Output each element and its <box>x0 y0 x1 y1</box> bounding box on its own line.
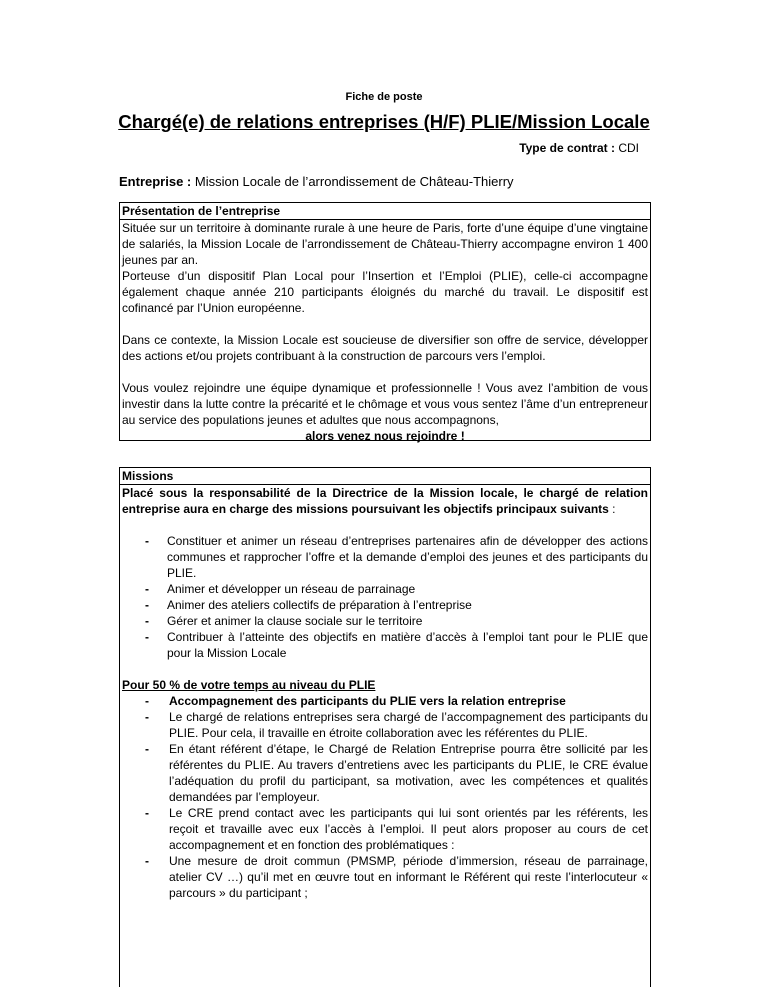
presentation-paragraph-4: Vous voulez rejoindre une équipe dynamique et professionnelle ! Vous avez l’ambition de vous investir dans la lutte contre la précarité et le chômage et vous vous sentez l’âme d’un entrepreneur au service des populations jeunes et adultes que nous accompagnons, <box>122 381 648 427</box>
dash-bullet: - <box>145 854 149 868</box>
presentation-cta: alors venez nous rejoindre ! <box>305 429 465 443</box>
list-item-text: Contribuer à l’atteinte des objectifs en matière d’accès à l’emploi tant pour le PLIE que pour la Mission Locale <box>167 630 648 660</box>
list-item <box>120 709 650 741</box>
missions-heading: Missions <box>120 468 650 485</box>
list-item-text: Une mesure de droit commun (PMSMP, période d’immersion, réseau de parrainage, atelier CV …) qu’il met en œuvre tout en informant le Référent qui reste l’interlocuteur « parcours » du participant ; <box>169 854 648 900</box>
list-item-text: Animer des ateliers collectifs de préparation à l’entreprise <box>167 598 472 612</box>
list-item <box>120 693 650 709</box>
company-value: Mission Locale de l’arrondissement de Château-Thierry <box>194 174 514 189</box>
dash-bullet: - <box>145 582 149 596</box>
company-line <box>119 174 514 189</box>
dash-bullet: - <box>145 742 149 756</box>
missions-list <box>120 533 650 661</box>
presentation-paragraph-1: Située sur un territoire à dominante rurale à une heure de Paris, forte d’une équipe d’une vingtaine de salariés, la Mission Locale de l’arrondissement de Château-Thierry accompagne environ 1 400 jeunes par an. <box>122 221 648 267</box>
presentation-box <box>119 202 651 441</box>
plie-list <box>120 693 650 901</box>
list-item-text: Le CRE prend contact avec les participants qui lui sont orientés par les référents, les reçoit et travaille avec eux l’accès à l’emploi. Il peut alors proposer au cours de cet accompagnement et en fonction des problématiques : <box>169 806 648 852</box>
dash-bullet: - <box>145 614 149 628</box>
dash-bullet: - <box>145 534 149 548</box>
list-item-text: Le chargé de relations entreprises sera chargé de l’accompagnement des participants du PLIE. Pour cela, il travaille en étroite collaboration avec les référentes du PLIE. <box>169 710 648 740</box>
dash-bullet: - <box>145 694 149 708</box>
list-item <box>120 581 650 597</box>
presentation-heading: Présentation de l’entreprise <box>120 203 650 220</box>
dash-bullet: - <box>145 598 149 612</box>
plie-section-title: Pour 50 % de votre temps au niveau du PLIE <box>122 678 376 692</box>
list-item <box>120 629 650 661</box>
document-kicker: Fiche de poste <box>345 91 423 103</box>
contract-type <box>519 141 639 155</box>
contract-value: CDI <box>618 141 639 155</box>
company-label: Entreprise : <box>119 174 192 189</box>
dash-bullet: - <box>145 806 149 820</box>
list-item-text: Accompagnement des participants du PLIE vers la relation entreprise <box>169 694 566 708</box>
list-item <box>120 597 650 613</box>
presentation-paragraph-3: Dans ce contexte, la Mission Locale est soucieuse de diversifier son offre de service, développer des actions et/ou projets contribuant à la construction de parcours vers l’emploi. <box>122 333 648 363</box>
list-item-text: En étant référent d’étape, le Chargé de Relation Entreprise pourra être sollicité par les référentes du PLIE. Au travers d’entretiens avec les participants du PLIE, le CRE évalue l’adéquation du profil du participant, sa motivation, avec les compétences et qualités demandées par l’employeur. <box>169 742 648 804</box>
dash-bullet: - <box>145 630 149 644</box>
missions-intro-end: : <box>608 502 616 516</box>
list-item <box>120 613 650 629</box>
document-title: Chargé(e) de relations entreprises (H/F) PLIE/Mission Locale <box>118 111 650 132</box>
missions-intro <box>120 485 650 517</box>
list-item <box>120 853 650 901</box>
list-item <box>120 805 650 853</box>
missions-box <box>119 467 651 987</box>
list-item <box>120 533 650 581</box>
dash-bullet: - <box>145 710 149 724</box>
list-item-text: Gérer et animer la clause sociale sur le territoire <box>167 614 423 628</box>
presentation-paragraph-2: Porteuse d’un dispositif Plan Local pour l’Insertion et l’Emploi (PLIE), celle-ci accompagne également chaque année 210 participants éloignés du marché du travail. Le dispositif est cofinancé par l’Union européenne. <box>122 269 648 315</box>
missions-intro-text: Placé sous la responsabilité de la Directrice de la Mission locale, le chargé de relation entreprise aura en charge des missions poursuivant les objectifs principaux suivants <box>122 486 648 516</box>
list-item <box>120 741 650 805</box>
list-item-text: Constituer et animer un réseau d’entreprises partenaires afin de développer des actions communes et rapprocher l’offre et la demande d’emploi des jeunes et des participants du PLIE. <box>167 534 648 580</box>
list-item-text: Animer et développer un réseau de parrainage <box>167 582 416 596</box>
contract-label: Type de contrat : <box>519 141 615 155</box>
